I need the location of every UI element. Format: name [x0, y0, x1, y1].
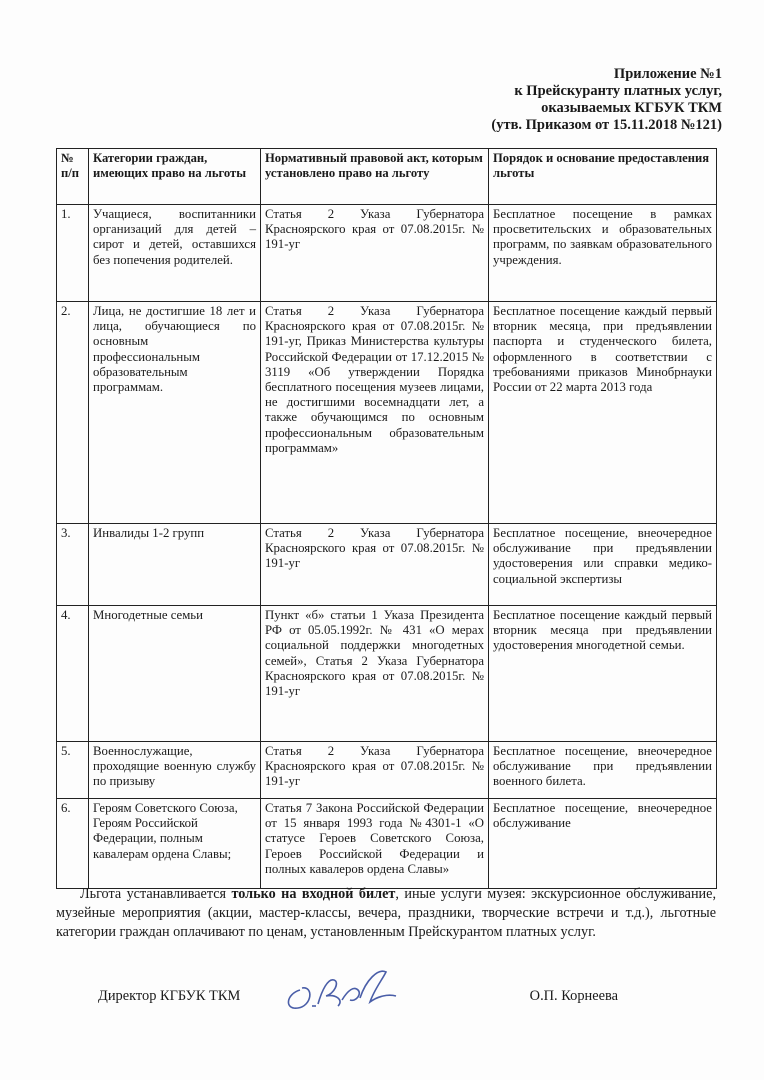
- header-act: Нормативный правовой акт, которым установлено право на льготу: [261, 149, 489, 205]
- benefit-note: [56, 885, 716, 942]
- signatory-position: Директор КГБУК ТКМ: [98, 988, 241, 1004]
- table-row: [57, 302, 717, 524]
- row-category: Героям Советского Союза, Героям Российской Федерации, полным кавалерам ордена Славы;: [89, 799, 261, 889]
- header-basis: Порядок и основание предоставления льготы: [489, 149, 717, 205]
- appendix-subtitle-1: к Прейскуранту платных услуг,: [514, 83, 722, 99]
- row-num: 2.: [57, 302, 89, 524]
- signature-block: [98, 984, 618, 1024]
- table-row: [57, 799, 717, 889]
- note-emphasis: только на входной билет: [231, 886, 396, 902]
- appendix-subtitle-2: оказываемых КГБУК ТКМ: [541, 100, 722, 116]
- appendix-approval: (утв. Приказом от 15.11.2018 №121): [491, 117, 722, 133]
- table-header-row: [57, 149, 717, 205]
- signatory-name: О.П. Корнеева: [529, 988, 618, 1004]
- benefits-table: [56, 148, 717, 889]
- note-text-end: , иные услуги музея: экскурсионное обслуживание, музейные мероприятия (акции, мастер-классы, вечера, праздники, творческие встречи и т.д.), льготные категории граждан оплачивают по ценам, установленным Прейскурантом платных услуг.: [56, 886, 716, 940]
- row-act: Статья 2 Указа Губернатора Красноярского края от 07.08.2015г. № 191-уг: [261, 524, 489, 606]
- row-act: Статья 7 Закона Российской Федерации от 15 января 1993 года №4301-1 «О статусе Героев Советского Союза, Героев Российской Федерации и полных кавалеров ордена Славы»: [261, 799, 489, 889]
- appendix-header: [491, 66, 722, 134]
- row-category: Учащиеся, воспитанники организаций для детей – сирот и детей, оставшихся без попечения родителей.: [89, 205, 261, 302]
- table-row: [57, 205, 717, 302]
- row-act: Статья 2 Указа Губернатора Красноярского края от 07.08.2015г. № 191-уг: [261, 742, 489, 799]
- appendix-title: Приложение №1: [613, 66, 722, 82]
- table-row: [57, 742, 717, 799]
- row-basis: Бесплатное посещение каждый первый вторник месяца при предъявлении удостоверения многодетной семьи.: [489, 606, 717, 742]
- table-row: [57, 606, 717, 742]
- row-basis: Бесплатное посещение, внеочередное обслуживание при предъявлении удостоверения или справки медико-социальной экспертизы: [489, 524, 717, 606]
- table-row: [57, 524, 717, 606]
- row-basis: Бесплатное посещение каждый первый вторник месяца, при предъявлении паспорта и студенческого билета, оформленного в соответствии с требованиями приказов Минобрнауки России от 22 марта 2013 года: [489, 302, 717, 524]
- row-num: 5.: [57, 742, 89, 799]
- header-num: № п/п: [57, 149, 89, 205]
- row-basis: Бесплатное посещение, внеочередное обслуживание: [489, 799, 717, 889]
- row-category: Военнослужащие, проходящие военную службу по призыву: [89, 742, 261, 799]
- row-category: Многодетные семьи: [89, 606, 261, 742]
- handwritten-signature: [278, 960, 408, 1020]
- row-category: Инвалиды 1-2 групп: [89, 524, 261, 606]
- row-basis: Бесплатное посещение в рамках просветительских и образовательных программ, по заявкам образовательного учреждения.: [489, 205, 717, 302]
- row-basis: Бесплатное посещение, внеочередное обслуживание при предъявлении военного билета.: [489, 742, 717, 799]
- row-category: Лица, не достигшие 18 лет и лица, обучающиеся по основным профессиональным образовательным программам.: [89, 302, 261, 524]
- note-text-start: Льгота устанавливается: [80, 886, 232, 902]
- row-act: Пункт «б» статьи 1 Указа Президента РФ от 05.05.1992г. № 431 «О мерах социальной поддержки многодетных семей», Статья 2 Указа Губернатора Красноярского края от 07.08.2015г. № 191-уг: [261, 606, 489, 742]
- row-act: Статья 2 Указа Губернатора Красноярского края от 07.08.2015г. № 191-уг, Приказ Министерства культуры Российской Федерации от 17.12.2015 № 3119 «Об утверждении Порядка бесплатного посещения музеев лицами, не достигшими восемнадцати лет, а также обучающимся по основным профессиональным образовательным программам»: [261, 302, 489, 524]
- header-category: Категории граждан, имеющих право на льготы: [89, 149, 261, 205]
- row-act: Статья 2 Указа Губернатора Красноярского края от 07.08.2015г. № 191-уг: [261, 205, 489, 302]
- row-num: 6.: [57, 799, 89, 889]
- row-num: 1.: [57, 205, 89, 302]
- row-num: 4.: [57, 606, 89, 742]
- row-num: 3.: [57, 524, 89, 606]
